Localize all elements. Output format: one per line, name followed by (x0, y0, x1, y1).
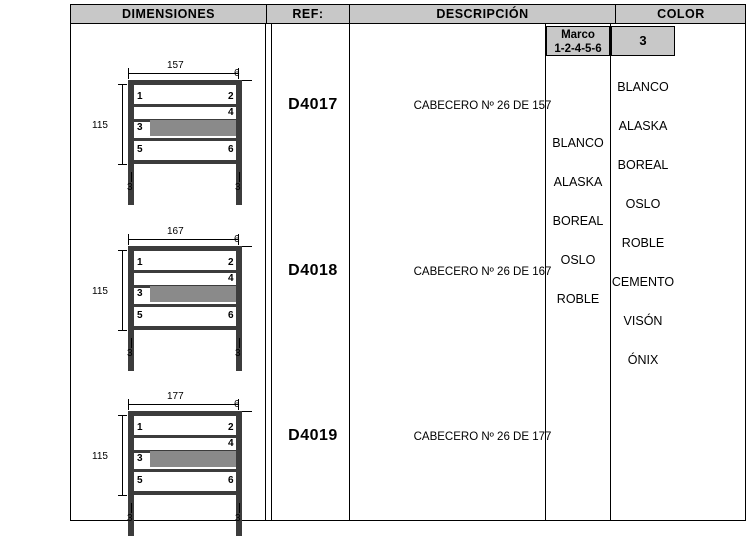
header-ref: REF: (292, 7, 324, 21)
row-2-part-1: 1 (137, 422, 143, 433)
row-0-width-label: 157 (167, 60, 184, 71)
row-2-part-6: 6 (228, 475, 234, 486)
row-2-part-3: 3 (137, 453, 143, 464)
table-header (70, 4, 746, 24)
row-0-part-2: 2 (228, 91, 234, 102)
divider-dim-ref-a (265, 24, 266, 521)
header-color: COLOR (657, 7, 705, 21)
row-2-part-2: 2 (228, 422, 234, 433)
marco-label: Marco (561, 29, 595, 41)
row-0-height-label: 115 (92, 120, 108, 131)
row-2-drawing (92, 391, 260, 524)
row-0-part-1: 1 (137, 91, 143, 102)
color-left-option-4: ROBLE (556, 292, 600, 306)
header-descripcion: DESCRIPCIÓN (436, 7, 529, 21)
divider-right-edge (745, 24, 746, 521)
header-dimensiones: DIMENSIONES (121, 7, 215, 21)
row-2-width-label: 177 (167, 391, 184, 402)
row-0-leg-right-label: 3 (235, 182, 241, 193)
row-2-top-right-label: 6 (234, 399, 240, 410)
row-2-descripcion: CABECERO Nº 26 DE 177 (413, 431, 552, 443)
row-2-part-5: 5 (137, 475, 143, 486)
row-0-part-3: 3 (137, 122, 143, 133)
row-0-leg-left-label: 3 (127, 182, 133, 193)
color-right-option-3: OSLO (625, 197, 661, 211)
row-1-part-3: 3 (137, 288, 143, 299)
row-2-leg-left-label: 3 (127, 513, 133, 524)
row-0-top-right-label: 6 (234, 68, 240, 79)
row-0-descripcion: CABECERO Nº 26 DE 157 (413, 100, 552, 112)
row-1-part-1: 1 (137, 257, 143, 268)
color-left-option-2: BOREAL (552, 214, 604, 228)
row-1-part-2: 2 (228, 257, 234, 268)
row-2-height-label: 115 (92, 451, 108, 462)
color-right-option-4: ROBLE (621, 236, 665, 250)
row-0-part-6: 6 (228, 144, 234, 155)
row-0-part-4: 4 (228, 107, 234, 118)
row-1-ref: D4018 (288, 262, 338, 279)
color-right-option-5: CEMENTO (611, 275, 675, 289)
row-1-leg-left-label: 3 (127, 348, 133, 359)
color-right-option-6: VISÓN (623, 314, 663, 328)
row-1-top-right-label: 6 (234, 234, 240, 245)
color-three-box: 3 (611, 26, 675, 56)
row-1-leg-right-label: 3 (235, 348, 241, 359)
row-1-part-5: 5 (137, 310, 143, 321)
row-2-ref: D4019 (288, 427, 338, 444)
divider-bottom (70, 520, 746, 521)
row-2-part-4: 4 (228, 438, 234, 449)
row-2-leg-right-label: 3 (235, 513, 241, 524)
row-1-drawing (92, 226, 260, 359)
divider-left-edge (70, 24, 71, 521)
color-right-option-0: BLANCO (617, 80, 669, 94)
color-left-option-0: BLANCO (552, 136, 604, 150)
color-left-option-1: ALASKA (553, 175, 603, 189)
row-0-part-5: 5 (137, 144, 143, 155)
color-left-option-3: OSLO (560, 253, 596, 267)
row-1-height-label: 115 (92, 286, 108, 297)
row-1-part-4: 4 (228, 273, 234, 284)
row-1-width-label: 167 (167, 226, 184, 237)
row-0-drawing (92, 60, 260, 193)
row-1-descripcion: CABECERO Nº 26 DE 167 (413, 266, 552, 278)
color-right-option-1: ALASKA (618, 119, 668, 133)
color-right-option-2: BOREAL (617, 158, 669, 172)
marco-codes: 1-2-4-5-6 (554, 43, 602, 55)
row-0-ref: D4017 (288, 96, 338, 113)
row-1-part-6: 6 (228, 310, 234, 321)
marco-box (546, 26, 610, 56)
color-right-option-7: ÓNIX (627, 353, 659, 367)
